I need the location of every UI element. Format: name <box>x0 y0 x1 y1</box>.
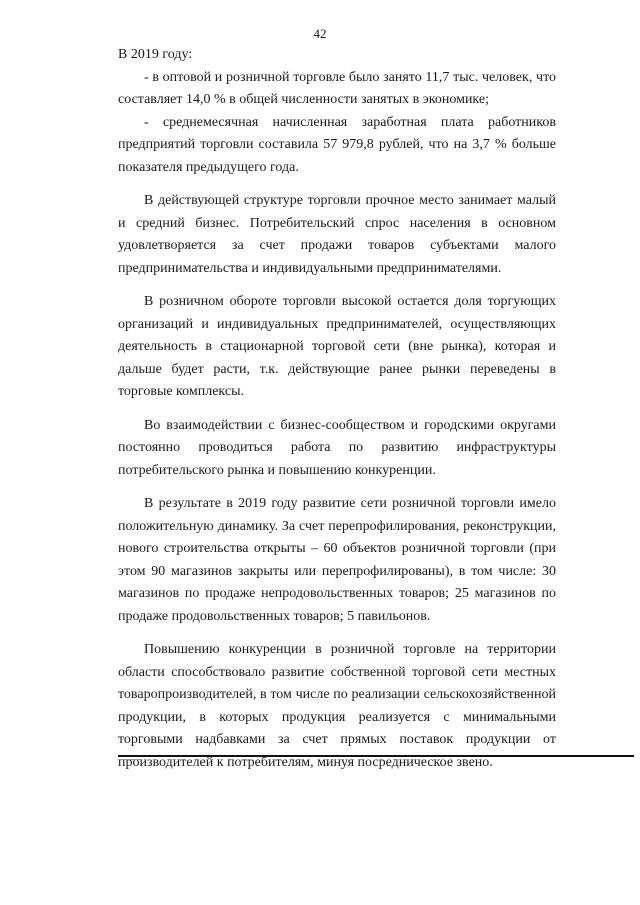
paragraph-local-producers: Повышению конкуренции в розничной торговле на территории области способствовало развитие собственной торговой сети местных товаропроизводителей, в том числе по реализации сельскохозяйственной продукции, в которых продукция реализуется с минимальными торговыми надбавками за счет прямых поставок продукции от производителей к потребителям, минуя посредническое звено. <box>118 642 556 770</box>
footer-dash-mark <box>118 759 140 760</box>
page-number: 42 <box>313 26 327 41</box>
paragraph-infrastructure: Во взаимодействии с бизнес-сообществом и городскими округами постоянно проводиться работа по развитию инфраструктуры потребительского рынка и повышению конкуренции. <box>118 417 556 478</box>
bullet-average-wage: - среднемесячная начисленная заработная плата работников предприятий торговли составила 57 979,8 рублей, что на 3,7 % больше показателя предыдущего года. <box>118 114 556 175</box>
paragraph-retail-turnover: В розничном обороте торговли высокой остается доля торгующих организаций и индивидуальных предпринимателей, осуществляющих деятельность в стационарной торговой сети (вне рынка), которая и дальше будет расти, т.к. действующие ранее рынки переведены в торговые комплексы. <box>118 294 556 399</box>
bullet-employment: - в оптовой и розничной торговле было занято 11,7 тыс. человек, что составляет 14,0 % в общей численности занятых в экономике; <box>118 69 556 107</box>
footer-rule <box>118 755 634 757</box>
paragraph-retail-network-dynamics: В результате в 2019 году развитие сети розничной торговли имело положительную динамику. За счет перепрофилирования, реконструкции, нового строительства открыты – 60 объектов розничной торговли (при этом 90 магазинов закрыты или перепрофилированы), в том числе: 30 магазинов по продаже непродовольственных товаров; 25 магазинов по продаже продовольственных товаров; 5 павильонов. <box>118 496 556 624</box>
document-body <box>118 44 556 774</box>
intro-line: В 2019 году: <box>118 47 193 62</box>
paragraph-small-business: В действующей структуре торговли прочное место занимает малый и средний бизнес. Потребительский спрос населения в основном удовлетворяется за счет продажи товаров субъектами малого предпринимательства и индивидуальными предпринимателями. <box>118 193 556 276</box>
